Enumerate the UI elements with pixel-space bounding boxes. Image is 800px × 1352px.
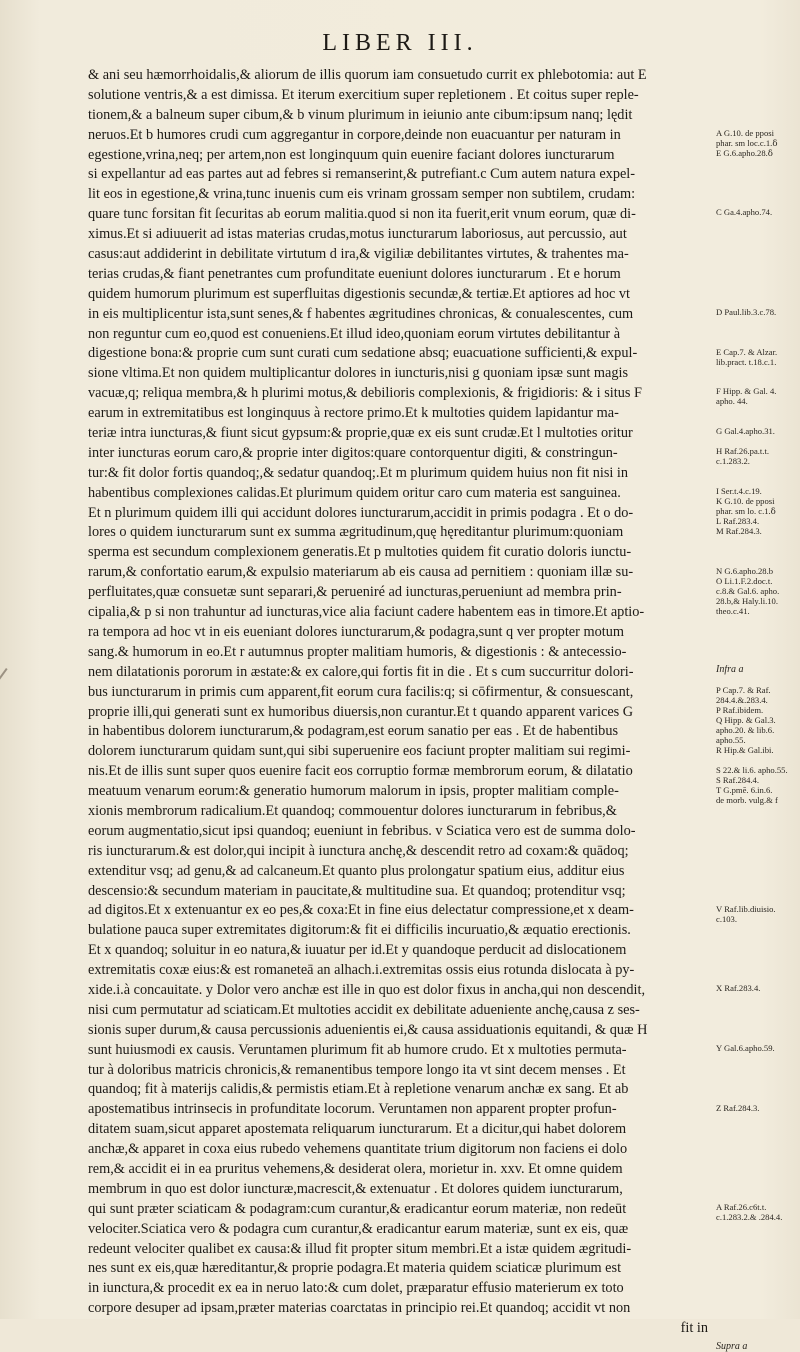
margin-note — [716, 665, 792, 675]
margin-note — [716, 566, 792, 616]
text-line: solutione ventris,& a est dimissa. Et iterum exercitium super repletionem . Et coitus super reple- — [88, 86, 639, 103]
margin-note-line: A G.10. de pposi — [716, 127, 775, 138]
margin-note-line: phar. sm loc.c.1.ẟ — [716, 137, 778, 148]
margin-note — [716, 307, 792, 317]
text-line: ra tempora ad hoc vt in eis eueniant dolores iuncturarum,& podagra,sunt q ver propter motum — [88, 623, 624, 640]
margin-note-line: apho.20. & lib.6. — [716, 724, 775, 735]
margin-note-line: Y Gal.6.apho.59. — [716, 1043, 775, 1054]
text-line: ad digitos.Et x extenuantur ex eo pes,& coxa:Et in fine eius delectatur compressione,et x deam- — [88, 902, 634, 919]
margin-note-line: L Raf.283.4. — [716, 515, 760, 526]
text-line: earum in extremitatibus est longinquus à rectore primo.Et k multoties quidem lapidantur ma- — [88, 405, 619, 422]
text-line: in eis multiplicentur ista,sunt senes,& f habentes ægritudines chronicas, & conualescentes, cum — [88, 305, 634, 322]
text-line: ditatem suam,sicut apparet apostemata reliquarum iuncturarum. Et a dicitur,qui habet dolorem — [88, 1121, 627, 1138]
margin-note-line: M Raf.284.3. — [716, 525, 762, 536]
margin-note — [716, 426, 792, 436]
margin-note-line: T G.pmē. 6.in.6. — [716, 784, 773, 795]
margin-note-line: S 22.& li.6. apho.55. — [716, 764, 788, 775]
text-line: nis.Et de illis sunt super quos euenire facit eos corruptio formæ membrorum eorum, & dilatatio — [88, 763, 633, 780]
margin-note-line: Supra a — [716, 1341, 748, 1352]
margin-note-line: apho. 44. — [716, 396, 748, 407]
text-line: extremitatis coxæ eius:& est romaneteā an alhach.i.extremitas ossis eius rotunda dislocata à py- — [88, 962, 635, 979]
margin-note-line: Z Raf.284.3. — [716, 1102, 760, 1113]
text-line: apostematibus intrinsecis in profunditate locorum. Veruntamen non apparent propter profun- — [88, 1101, 617, 1118]
margin-note — [716, 207, 792, 217]
margin-note — [716, 1043, 792, 1053]
text-line: meatuum venarum eorum:& generatio humorum malorum in ipsis, propter malitiam comple- — [88, 783, 619, 800]
text-line: digestione bona:& proprie cum sunt curati cum sedatione absq; euacuatione sufficienti,& expul- — [88, 345, 638, 362]
text-line: sang.& humorum in eo.Et r autumnus propter malitiam humoris, & digestionis : & antecessio- — [88, 643, 627, 660]
margin-note-line: K G.10. de pposi — [716, 495, 775, 506]
margin-note — [716, 1202, 792, 1222]
text-line: neruos.Et b humores crudi cum aggregantur in corpore,deinde non euacuantur per naturam in — [88, 126, 621, 143]
text-line: xide.i.à concauitate. y Dolor vero anchæ est ille in quo est dolor fixus in ancha,qui non descendit, — [88, 981, 646, 998]
margin-note-line: V Raf.lib.diuisio. — [716, 903, 776, 914]
header-title: LIBER — [322, 30, 417, 56]
margin-note — [716, 1103, 792, 1113]
text-line: vacuæ,q; reliqua membra,& h plurimi motus,& debilioris complexionis, & frigidioris: & i situs F — [88, 385, 642, 402]
margin-note — [716, 1342, 792, 1352]
margin-note-line: N G.6.apho.28.b — [716, 565, 774, 576]
margin-note-line: 284.4.&.283.4. — [716, 694, 768, 705]
body-text — [88, 66, 708, 1339]
header-folio: III. — [427, 30, 478, 56]
margin-note-line: theo.c.41. — [716, 605, 750, 616]
text-line: bulatione pauca super extremitates digitorum:& fit ei difficilis incuruatio,& æquatio erectionis. — [88, 922, 631, 939]
margin-note-line: E Cap.7. & Alzar. — [716, 346, 778, 357]
ink-stroke-mark — [0, 668, 8, 740]
text-line: corpore desuper ad ipsam,præter materias coarctatas in principio rei.Et quandoq; accidit vt non — [88, 1300, 631, 1317]
text-line: quidem humorum plurimum est superfluitas digestionis secundæ,& tertiæ.Et aptiores ad hoc vt — [88, 285, 631, 302]
text-line: bus iuncturarum in primis cum apparent,fit eorum cura facilis:q; si cōfirmentur, & consuescant, — [88, 683, 634, 700]
margin-note-line: I Ser.t.4.c.19. — [716, 485, 762, 496]
margin-note — [716, 904, 792, 924]
text-line: eorum augmentatio,sicut ipsi quandoq; eueniunt in febribus. v Sciatica vero est de summa dolo- — [88, 822, 636, 839]
text-line: egestione,vrina,neq; per artem,non est longinquum quin euenire faciant dolores iuncturarum — [88, 146, 615, 163]
catchword: fit in — [680, 1320, 708, 1337]
text-line: habentibus complexiones calidas.Et plurimum quidem oritur caro cum materia est sanguinea. — [88, 484, 621, 501]
text-line: in habentibus dolorem iuncturarum,& podagram,est eorum sanatio per eas . Et de habentibus — [88, 723, 619, 740]
text-line: teriæ intra iuncturas,& fiunt sicut gypsum:& proprie,quæ ex eis sunt crudæ.Et l multoties oritur — [88, 425, 633, 442]
margin-note — [716, 386, 792, 406]
margin-note-line: G Gal.4.apho.31. — [716, 426, 775, 437]
text-line: Et n plurimum quidem illi qui accidunt dolores iuncturarum,accidit in primis podagra . Et o do- — [88, 504, 634, 521]
margin-note-line: Q Hipp. & Gal.3. — [716, 714, 776, 725]
text-line: nisi cum permutatur ad sciaticam.Et multoties accidit ex debilitate adueniente anchę,causa z ses- — [88, 1001, 640, 1018]
margin-note-line: phar. sm lo. c.1.ẟ — [716, 505, 776, 516]
text-line: redeunt velociter qualibet ex causa:& illud fit propter situm membri.Et a istæ quidem ægritudi- — [88, 1240, 632, 1257]
margin-note — [716, 685, 792, 755]
margin-note-line: lib.pract. t.18.c.1. — [716, 356, 777, 367]
text-line: terias crudas,& fiant penetrantes cum profunditate eueniunt dolores iuncturarum . Et e horum — [88, 265, 621, 282]
margin-note-line: R Hip.& Gal.ibi. — [716, 744, 774, 755]
margin-note — [716, 486, 792, 536]
margin-note-line: E G.6.apho.28.ẟ — [716, 147, 773, 158]
text-line: sione vltima.Et non quidem multiplicantur dolores in iuncturis,nisi g quoniam ipsæ sunt magis — [88, 365, 629, 382]
margin-note-line: c.1.283.2. — [716, 456, 750, 467]
margin-note — [716, 347, 792, 367]
margin-note — [716, 446, 792, 466]
text-line: ximus.Et si adiuuerit ad istas materias crudas,motus iuncturarum laboriosus, aut percussio, aut — [88, 226, 627, 243]
text-line: sperma est secundum complexionem generatis.Et p multoties quidem fit curatio doloris iunctu- — [88, 544, 632, 561]
text-line: si expellantur ad eas partes aut ad febres si remanserint,& putrefiant.c Cum autem natura expel- — [88, 166, 636, 183]
margin-note — [716, 983, 792, 993]
running-header — [0, 30, 800, 57]
text-line: Et x quandoq; soluitur in eo natura,& iuuatur per id.Et y quandoque perducit ad dislocationem — [88, 942, 627, 959]
text-line: tur:& fit dolor fortis quandoq;,& sedatur quandoq;.Et m plurimum quidem huius non fit nisi in — [88, 464, 629, 481]
margin-note-line: P Raf.ibidem. — [716, 704, 764, 715]
margin-note-line: c.103. — [716, 913, 738, 924]
margin-note-line: c.1.283.2.& .284.4. — [716, 1212, 783, 1223]
margin-note-line: H Raf.26.pa.t.t. — [716, 446, 769, 457]
text-line: membrum in quo est dolor iuncturæ,macrescit,& extenuatur . Et dolores quidem iuncturarum, — [88, 1180, 623, 1197]
text-line: sunt huiusmodi ex causis. Veruntamen plurimum fit ab humore crudo. Et x multoties permuta- — [88, 1041, 627, 1058]
margin-note-line: O Li.1.F.2.doc.t. — [716, 575, 773, 586]
text-line: velociter.Sciatica vero & podagra cum curantur,& eradicantur earum materiæ, sunt ex eis, quæ — [88, 1220, 629, 1237]
text-line: nes sunt ex eis,quæ hæreditantur,& proprie podagra.Et materia quidem sciaticæ plurimum est — [88, 1260, 622, 1277]
margin-note-line: F Hipp. & Gal. 4. — [716, 386, 777, 397]
margin-note-line: Infra a — [716, 665, 744, 675]
margin-note-line: P Cap.7. & Raf. — [716, 684, 771, 695]
text-line: rem,& accidit ei in ea pruritus vehemens,& desiderat olera, morietur in. xxv. Et omne quidem — [88, 1160, 623, 1177]
margin-note-line: A Raf.26.c6t.t. — [716, 1202, 767, 1213]
text-line: tionem,& a balneum super cibum,& b vinum plurimum in ieiunio ante cibum:ipsum nanq; lędit — [88, 106, 633, 123]
text-line: ris iuncturarum.& est dolor,qui incipit à iunctura anchę,& descendit retro ad coxam:& quādoq; — [88, 842, 629, 859]
text-line: cipalia,& p si non trahuntur ad iuncturas,vice alia faciunt cadere habentem eas in timore.Et aptio- — [88, 604, 645, 621]
text-line: descensio:& secundum materiam in paucitate,& multitudine sua. Et quandoq; protenditur vsq; — [88, 882, 626, 899]
margin-note-line: C Ga.4.apho.74. — [716, 207, 773, 218]
text-line: perfluitates,quæ consuetæ sunt separari,& perueniré ad iuncturas,perueniunt ad membra prin- — [88, 584, 622, 601]
text-line: in iunctura,& procedit ex ea in neruo lato:& cum dolet, præparatur effusio materierum ex toto — [88, 1280, 624, 1297]
text-line: proprie illi,qui generati sunt ex humoribus diuersis,non curantur.Et t quando apparent varices G — [88, 703, 634, 720]
margin-note — [716, 765, 792, 805]
text-line: anchæ,& apparet in coxa eius rubedo vehemens quantitate trium digitorum non faciens ei dolo — [88, 1141, 628, 1158]
text-line: nem dilatationis pororum in æstate:& ex calore,qui fortis fit in die . Et s cum succurritur dolori- — [88, 663, 634, 680]
text-line: tur à doloribus matricis chronicis,& remanentibus tempore longo ita vt sint decem menses . Et — [88, 1061, 626, 1078]
margin-note-line: de morb. vulg.& f — [716, 794, 778, 805]
text-line: quare tunc forsitan fit ſecuritas ab eorum malitia.quod si non ita fuerit,erit vnum eorum, quæ di- — [88, 206, 636, 223]
text-line: & ani seu hæmorrhoidalis,& aliorum de illis quorum iam consuetudo currit ex phlebotomia: aut E — [88, 67, 647, 83]
text-line: inter iuncturas eorum caro,& proprie inter digitos:quare contorquentur digiti, & constringun- — [88, 444, 618, 461]
margin-note-line: c.8.& Gal.6. apho. — [716, 585, 780, 596]
margin-note-line: X Raf.283.4. — [716, 983, 761, 994]
text-line: lit eos in egestione,& vrina,tunc inuenis cum eis vrinam grossam semper non subtilem, crudam: — [88, 186, 636, 203]
text-line: quandoq; fit à materijs calidis,& permistis etiam.Et à repletione venarum anchæ ex sang. Et ab — [88, 1081, 629, 1098]
text-line: qui sunt præter sciaticam & podagram:cum curantur,& eradicantur eorum materiæ, non redeūt — [88, 1200, 627, 1217]
margin-note-line: 28.b,& Haly.li.10. — [716, 595, 778, 606]
text-line: lores o quidem iuncturarum sunt ex summa ægritudinum,quę hęreditantur plurimum:quoniam — [88, 524, 624, 541]
margin-note — [716, 128, 792, 158]
margin-note-line: apho.55. — [716, 734, 746, 745]
margin-note-line: D Paul.lib.3.c.78. — [716, 306, 777, 317]
margin-note-line: S Raf.284.4. — [716, 774, 759, 785]
text-line: xionis membrorum radicalium.Et quandoq; commouentur dolores iuncturarum in febribus,& — [88, 802, 617, 819]
text-line: extenditur vsq; ad genu,& ad calcaneum.Et quanto plus prolongatur spatium eius, additur eius — [88, 862, 625, 879]
text-line: non reguntur cum eo,quod est conueniens.Et illud ideo,quoniam eorum virtutes debilitantur à — [88, 325, 621, 342]
text-line: rarum,& confortatio earum,& expulsio materiarum ab eis causa ad pernitiem : quoniam illæ su- — [88, 564, 634, 581]
text-line: casus:aut addiderint in debilitate virtutum d ira,& vigiliæ debilitantes virtutes, & trahentes ma- — [88, 246, 629, 263]
text-line: sionis super durum,& causa percussionis aduenientis ei,& causa assiduationis equitandi, & quæ H — [88, 1021, 648, 1038]
text-line: dolorem iuncturarum quidam sunt,qui sibi superuenire eos faciunt propter malitiam sui regimi- — [88, 743, 631, 760]
